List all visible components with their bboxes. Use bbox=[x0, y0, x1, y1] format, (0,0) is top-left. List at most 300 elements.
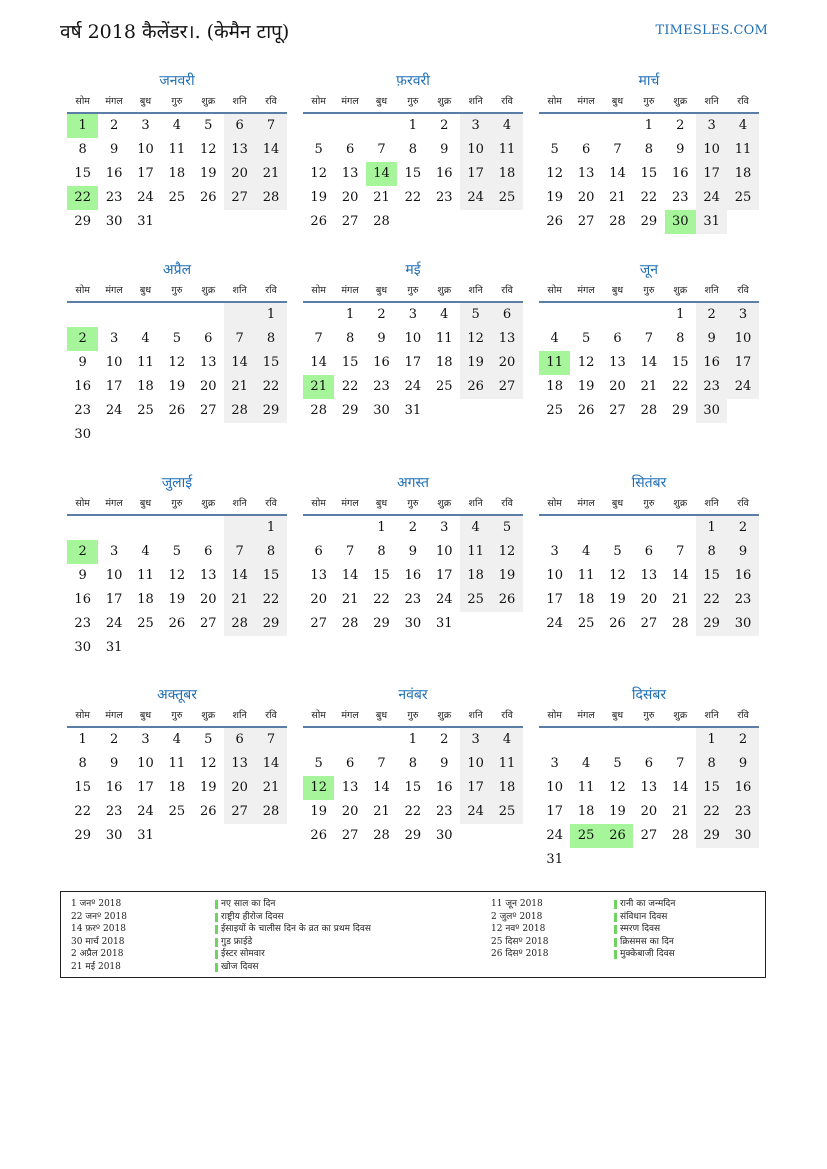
day-cell: 22 bbox=[373, 592, 390, 607]
empty-cell bbox=[303, 516, 334, 540]
weekday-label: शनि bbox=[704, 96, 719, 107]
empty-cell bbox=[130, 516, 161, 540]
day-cell: 17 bbox=[460, 162, 491, 186]
day-cell: 11 bbox=[168, 756, 186, 771]
weekday-label: रवि bbox=[265, 96, 277, 107]
day-cell: 20 bbox=[609, 379, 626, 394]
day-cell: 28 bbox=[609, 214, 626, 229]
weekday-label: शुक्र bbox=[437, 498, 452, 509]
empty-cell bbox=[193, 516, 224, 540]
day-cell: 25 bbox=[137, 403, 154, 418]
day-cell: 2 bbox=[109, 732, 119, 747]
day-grid bbox=[67, 728, 287, 848]
day-cell: 20 bbox=[224, 162, 255, 186]
day-cell: 22 bbox=[404, 804, 422, 819]
day-cell: 5 bbox=[204, 732, 213, 747]
day-cell: 21 bbox=[671, 804, 689, 819]
day-grid bbox=[67, 303, 287, 447]
day-cell: 2 bbox=[67, 327, 98, 351]
weekday-header bbox=[303, 494, 523, 516]
day-cell: 18 bbox=[168, 780, 186, 795]
day-cell: 14 bbox=[255, 752, 286, 776]
day-cell: 25 bbox=[137, 616, 154, 631]
day-cell: 1 bbox=[696, 728, 727, 752]
day-cell: 31 bbox=[137, 828, 154, 843]
weekday-label: शुक्र bbox=[437, 285, 452, 296]
day-cell: 12 bbox=[609, 780, 626, 795]
day-cell: 12 bbox=[310, 166, 327, 181]
day-cell: 26 bbox=[577, 403, 595, 418]
holiday-name: राष्ट्रीय हीरोज दिवस bbox=[215, 911, 371, 924]
weekday-label: मंगल bbox=[105, 285, 123, 296]
day-cell: 23 bbox=[74, 616, 91, 631]
day-cell: 6 bbox=[224, 728, 255, 752]
day-cell: 26 bbox=[609, 616, 626, 631]
weekday-label: मंगल bbox=[341, 285, 359, 296]
day-cell: 7 bbox=[377, 142, 386, 157]
day-cell: 9 bbox=[696, 327, 727, 351]
day-cell: 6 bbox=[613, 331, 622, 346]
empty-cell bbox=[67, 303, 98, 327]
weekday-label: गुरु bbox=[643, 285, 655, 296]
day-cell: 8 bbox=[696, 540, 727, 564]
day-cell: 22 bbox=[341, 379, 359, 394]
day-cell: 16 bbox=[404, 568, 422, 583]
day-cell: 29 bbox=[341, 403, 359, 418]
empty-cell bbox=[602, 848, 633, 872]
holiday-name: क्रिसमस का दिन bbox=[614, 936, 675, 949]
day-cell: 1 bbox=[408, 732, 417, 747]
holiday-name: ईसाइयों के चालीस दिन के व्रत का प्रथम दिवस bbox=[215, 923, 371, 936]
day-cell: 24 bbox=[105, 616, 123, 631]
day-cell: 4 bbox=[727, 114, 758, 138]
day-cell: 9 bbox=[727, 540, 758, 564]
day-cell: 25 bbox=[460, 588, 491, 612]
day-cell: 13 bbox=[310, 568, 327, 583]
weekday-label: गुरु bbox=[643, 498, 655, 509]
day-cell: 17 bbox=[404, 355, 422, 370]
empty-cell bbox=[255, 423, 286, 447]
day-cell: 8 bbox=[377, 544, 386, 559]
day-cell: 4 bbox=[491, 728, 522, 752]
day-grid bbox=[539, 303, 759, 423]
holiday-date: 30 मार्च 2018 bbox=[71, 936, 125, 947]
day-cell: 10 bbox=[460, 138, 491, 162]
holiday-date: 21 मई 2018 bbox=[71, 961, 121, 972]
empty-cell bbox=[665, 516, 696, 540]
day-cell: 3 bbox=[141, 118, 150, 133]
day-cell: 9 bbox=[377, 331, 386, 346]
day-cell: 6 bbox=[581, 142, 591, 157]
day-cell: 22 bbox=[696, 588, 727, 612]
weekday-label: रवि bbox=[737, 710, 749, 721]
empty-cell bbox=[161, 210, 192, 234]
day-cell: 16 bbox=[105, 166, 123, 181]
empty-cell bbox=[366, 728, 397, 752]
day-cell: 8 bbox=[255, 540, 286, 564]
empty-cell bbox=[633, 303, 664, 327]
day-cell: 5 bbox=[460, 303, 491, 327]
empty-cell bbox=[602, 728, 633, 752]
weekday-label: बुध bbox=[375, 96, 388, 107]
day-cell: 11 bbox=[137, 355, 154, 370]
day-cell: 21 bbox=[224, 588, 255, 612]
empty-cell bbox=[570, 114, 601, 138]
month-title: जुलाई bbox=[161, 475, 193, 491]
weekday-label: बुध bbox=[611, 710, 624, 721]
day-cell: 20 bbox=[199, 592, 217, 607]
day-cell: 12 bbox=[460, 327, 491, 351]
day-cell: 10 bbox=[460, 752, 491, 776]
day-cell: 22 bbox=[404, 190, 422, 205]
day-cell: 8 bbox=[345, 331, 355, 346]
weekday-label: सोम bbox=[75, 285, 90, 296]
weekday-label: मंगल bbox=[341, 498, 359, 509]
day-cell: 4 bbox=[550, 331, 559, 346]
day-cell: 6 bbox=[345, 142, 355, 157]
day-cell: 3 bbox=[408, 307, 417, 322]
month-title: अप्रैल bbox=[162, 262, 192, 278]
empty-cell bbox=[539, 516, 570, 540]
day-cell: 13 bbox=[224, 138, 255, 162]
month-title: फ़रवरी bbox=[396, 73, 430, 89]
empty-cell bbox=[303, 303, 334, 327]
weekday-header bbox=[303, 706, 523, 728]
day-grid bbox=[67, 114, 287, 234]
day-cell: 2 bbox=[377, 307, 386, 322]
day-cell: 30 bbox=[105, 214, 123, 229]
day-cell: 31 bbox=[435, 616, 453, 631]
day-cell: 18 bbox=[168, 166, 186, 181]
holiday-name: गुड फ्राईडे bbox=[215, 936, 371, 949]
day-cell: 29 bbox=[671, 403, 689, 418]
day-cell: 20 bbox=[199, 379, 217, 394]
day-cell: 1 bbox=[644, 118, 653, 133]
day-cell: 11 bbox=[491, 752, 522, 776]
day-cell: 14 bbox=[224, 351, 255, 375]
day-cell: 17 bbox=[546, 592, 563, 607]
day-cell: 17 bbox=[105, 379, 123, 394]
day-cell: 16 bbox=[373, 355, 390, 370]
day-cell: 15 bbox=[640, 166, 658, 181]
day-cell: 21 bbox=[341, 592, 359, 607]
month-block bbox=[539, 684, 759, 872]
day-cell: 14 bbox=[224, 564, 255, 588]
day-grid bbox=[303, 303, 523, 423]
day-cell: 20 bbox=[577, 190, 595, 205]
day-cell: 31 bbox=[105, 640, 123, 655]
day-cell: 24 bbox=[460, 186, 491, 210]
day-cell: 7 bbox=[314, 331, 323, 346]
weekday-label: बुध bbox=[611, 96, 624, 107]
day-cell: 8 bbox=[78, 142, 87, 157]
empty-cell bbox=[161, 516, 192, 540]
day-cell: 23 bbox=[435, 190, 453, 205]
day-cell: 30 bbox=[435, 828, 453, 843]
day-cell: 20 bbox=[224, 776, 255, 800]
day-cell: 25 bbox=[168, 804, 186, 819]
day-cell: 14 bbox=[373, 780, 390, 795]
day-cell: 8 bbox=[78, 756, 87, 771]
month-block bbox=[67, 684, 287, 848]
empty-cell bbox=[161, 824, 192, 848]
day-cell: 6 bbox=[224, 114, 255, 138]
weekday-label: मंगल bbox=[577, 498, 595, 509]
weekday-label: शुक्र bbox=[673, 285, 688, 296]
empty-cell bbox=[366, 114, 397, 138]
day-cell: 6 bbox=[644, 544, 653, 559]
day-cell: 19 bbox=[310, 804, 327, 819]
day-grid bbox=[67, 516, 287, 660]
empty-cell bbox=[303, 114, 334, 138]
day-cell: 19 bbox=[609, 592, 626, 607]
day-cell: 27 bbox=[341, 828, 359, 843]
day-cell: 7 bbox=[255, 114, 286, 138]
month-block bbox=[539, 472, 759, 636]
empty-cell bbox=[161, 303, 192, 327]
day-cell: 15 bbox=[696, 564, 727, 588]
day-cell: 4 bbox=[581, 544, 591, 559]
day-cell: 5 bbox=[172, 544, 181, 559]
day-grid bbox=[303, 114, 523, 234]
day-cell: 23 bbox=[404, 592, 422, 607]
weekday-label: शनि bbox=[468, 498, 483, 509]
day-cell: 10 bbox=[137, 756, 154, 771]
day-cell: 30 bbox=[727, 612, 758, 636]
day-cell: 16 bbox=[74, 592, 91, 607]
day-cell: 13 bbox=[640, 780, 658, 795]
day-cell: 27 bbox=[310, 616, 327, 631]
month-block bbox=[539, 259, 759, 423]
day-cell: 27 bbox=[341, 214, 359, 229]
empty-cell bbox=[255, 636, 286, 660]
empty-cell bbox=[193, 303, 224, 327]
day-cell: 30 bbox=[74, 427, 91, 442]
empty-cell bbox=[224, 423, 255, 447]
day-cell: 9 bbox=[440, 142, 449, 157]
weekday-label: बुध bbox=[139, 96, 152, 107]
day-cell: 14 bbox=[341, 568, 359, 583]
weekday-label: शनि bbox=[232, 498, 247, 509]
empty-cell bbox=[98, 423, 129, 447]
day-cell: 5 bbox=[581, 331, 591, 346]
day-cell: 14 bbox=[366, 162, 397, 186]
weekday-label: शनि bbox=[468, 96, 483, 107]
day-cell: 15 bbox=[341, 355, 359, 370]
empty-cell bbox=[570, 848, 601, 872]
day-cell: 15 bbox=[255, 564, 286, 588]
day-cell: 19 bbox=[460, 351, 491, 375]
day-cell: 24 bbox=[435, 592, 453, 607]
empty-cell bbox=[193, 824, 224, 848]
day-grid bbox=[539, 516, 759, 636]
day-cell: 16 bbox=[727, 564, 758, 588]
day-cell: 3 bbox=[109, 331, 119, 346]
day-cell: 12 bbox=[577, 355, 595, 370]
day-cell: 22 bbox=[67, 186, 98, 210]
day-cell: 1 bbox=[676, 307, 685, 322]
day-cell: 13 bbox=[341, 166, 359, 181]
empty-cell bbox=[460, 399, 491, 423]
empty-cell bbox=[696, 848, 727, 872]
day-cell: 30 bbox=[404, 616, 422, 631]
day-cell: 25 bbox=[491, 800, 522, 824]
site-name[interactable]: TIMESLES.COM bbox=[655, 23, 768, 38]
day-cell: 24 bbox=[137, 190, 154, 205]
day-cell: 18 bbox=[460, 564, 491, 588]
weekday-label: बुध bbox=[139, 710, 152, 721]
day-cell: 21 bbox=[640, 379, 658, 394]
day-cell: 25 bbox=[727, 186, 758, 210]
weekday-label: शनि bbox=[704, 710, 719, 721]
day-cell: 5 bbox=[314, 142, 323, 157]
day-cell: 29 bbox=[696, 612, 727, 636]
day-cell: 6 bbox=[644, 756, 653, 771]
day-cell: 19 bbox=[199, 780, 217, 795]
day-cell: 14 bbox=[255, 138, 286, 162]
day-cell: 27 bbox=[577, 214, 595, 229]
day-cell: 9 bbox=[78, 568, 87, 583]
day-cell: 10 bbox=[696, 138, 727, 162]
day-cell: 23 bbox=[435, 804, 453, 819]
day-cell: 7 bbox=[676, 544, 685, 559]
holiday-date: 22 जनº 2018 bbox=[71, 911, 127, 922]
day-cell: 6 bbox=[491, 303, 522, 327]
weekday-label: मंगल bbox=[577, 285, 595, 296]
day-cell: 11 bbox=[491, 138, 522, 162]
day-cell: 12 bbox=[491, 540, 522, 564]
day-cell: 12 bbox=[303, 776, 334, 800]
day-cell: 28 bbox=[224, 612, 255, 636]
day-cell: 1 bbox=[345, 307, 355, 322]
weekday-label: रवि bbox=[737, 498, 749, 509]
empty-cell bbox=[334, 728, 365, 752]
day-cell: 11 bbox=[577, 568, 595, 583]
month-title: अक्तूबर bbox=[157, 687, 197, 703]
day-cell: 24 bbox=[546, 616, 563, 631]
weekday-label: सोम bbox=[547, 498, 562, 509]
day-cell: 21 bbox=[609, 190, 626, 205]
weekday-header bbox=[539, 92, 759, 114]
holiday-name: रानी का जन्मदिन bbox=[614, 898, 675, 911]
day-cell: 11 bbox=[727, 138, 758, 162]
weekday-label: गुरु bbox=[171, 285, 183, 296]
day-cell: 16 bbox=[74, 379, 91, 394]
day-cell: 9 bbox=[676, 142, 685, 157]
day-cell: 3 bbox=[460, 728, 491, 752]
empty-cell bbox=[130, 303, 161, 327]
day-cell: 3 bbox=[727, 303, 758, 327]
day-cell: 17 bbox=[105, 592, 123, 607]
day-cell: 2 bbox=[696, 303, 727, 327]
day-cell: 16 bbox=[727, 776, 758, 800]
empty-cell bbox=[460, 824, 491, 848]
day-cell: 15 bbox=[373, 568, 390, 583]
empty-cell bbox=[727, 399, 758, 423]
day-cell: 30 bbox=[665, 210, 696, 234]
day-cell: 23 bbox=[727, 588, 758, 612]
day-cell: 1 bbox=[255, 303, 286, 327]
day-cell: 26 bbox=[199, 190, 217, 205]
day-cell: 6 bbox=[314, 544, 323, 559]
empty-cell bbox=[98, 303, 129, 327]
day-cell: 29 bbox=[696, 824, 727, 848]
month-title: अगस्त bbox=[396, 475, 429, 491]
day-cell: 15 bbox=[404, 780, 422, 795]
day-cell: 4 bbox=[141, 331, 150, 346]
day-cell: 22 bbox=[671, 379, 689, 394]
day-cell: 21 bbox=[373, 804, 390, 819]
empty-cell bbox=[570, 303, 601, 327]
weekday-label: गुरु bbox=[407, 498, 419, 509]
day-cell: 17 bbox=[727, 351, 758, 375]
weekday-label: गुरु bbox=[407, 285, 419, 296]
weekday-label: बुध bbox=[139, 498, 152, 509]
weekday-label: गुरु bbox=[407, 710, 419, 721]
weekday-label: शनि bbox=[232, 710, 247, 721]
day-cell: 19 bbox=[491, 564, 522, 588]
day-cell: 23 bbox=[696, 375, 727, 399]
day-cell: 15 bbox=[671, 355, 689, 370]
day-cell: 4 bbox=[491, 114, 522, 138]
weekday-label: मंगल bbox=[105, 498, 123, 509]
day-cell: 13 bbox=[341, 780, 359, 795]
day-cell: 24 bbox=[105, 403, 123, 418]
day-cell: 2 bbox=[67, 540, 98, 564]
weekday-label: रवि bbox=[265, 710, 277, 721]
empty-cell bbox=[665, 848, 696, 872]
weekday-label: मंगल bbox=[105, 710, 123, 721]
day-cell: 10 bbox=[546, 780, 563, 795]
empty-cell bbox=[539, 114, 570, 138]
empty-cell bbox=[193, 636, 224, 660]
weekday-label: रवि bbox=[501, 96, 513, 107]
empty-cell bbox=[633, 848, 664, 872]
weekday-label: सोम bbox=[75, 710, 90, 721]
day-cell: 17 bbox=[696, 162, 727, 186]
day-cell: 8 bbox=[696, 752, 727, 776]
day-cell: 19 bbox=[310, 190, 327, 205]
weekday-label: मंगल bbox=[341, 96, 359, 107]
empty-cell bbox=[633, 516, 664, 540]
day-cell: 11 bbox=[137, 568, 154, 583]
day-cell: 1 bbox=[255, 516, 286, 540]
day-cell: 31 bbox=[546, 852, 563, 867]
weekday-label: शुक्र bbox=[673, 498, 688, 509]
weekday-header bbox=[303, 92, 523, 114]
day-cell: 2 bbox=[109, 118, 119, 133]
empty-cell bbox=[161, 423, 192, 447]
day-cell: 15 bbox=[696, 776, 727, 800]
day-cell: 16 bbox=[696, 351, 727, 375]
day-cell: 19 bbox=[168, 379, 186, 394]
day-cell: 29 bbox=[404, 828, 422, 843]
day-cell: 13 bbox=[577, 166, 595, 181]
empty-cell bbox=[429, 210, 460, 234]
day-cell: 15 bbox=[74, 166, 91, 181]
day-cell: 30 bbox=[727, 824, 758, 848]
day-cell: 7 bbox=[224, 327, 255, 351]
day-cell: 27 bbox=[224, 186, 255, 210]
day-cell: 8 bbox=[255, 327, 286, 351]
empty-cell bbox=[224, 636, 255, 660]
day-cell: 7 bbox=[345, 544, 355, 559]
day-cell: 10 bbox=[137, 142, 154, 157]
weekday-label: शुक्र bbox=[437, 96, 452, 107]
weekday-label: बुध bbox=[611, 285, 624, 296]
weekday-label: शनि bbox=[704, 285, 719, 296]
day-cell: 11 bbox=[577, 780, 595, 795]
